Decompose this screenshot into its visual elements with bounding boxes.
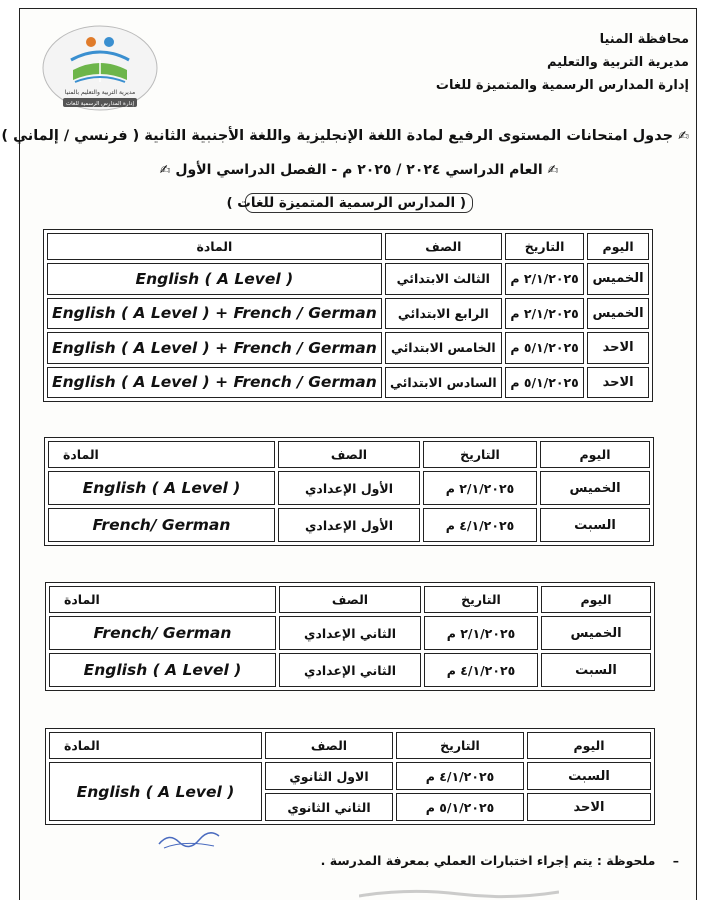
administration-name: إدارة المدارس الرسمية والمتميزة للغات [436, 78, 690, 93]
date-cell: ٥/١/٢٠٢٥ م [397, 793, 525, 821]
day-cell: الخميس [588, 263, 650, 295]
logo-text-1: مديرية التربية والتعليم بالمنيا [65, 89, 137, 96]
table-row [48, 298, 650, 330]
prep2-exam-table [46, 582, 656, 691]
date-cell: ٥/١/٢٠٢٥ م [506, 332, 585, 364]
col-subject: المادة [48, 233, 383, 260]
col-date: التاريخ [506, 233, 585, 260]
logo-text-2: إدارة المدارس الرسمية للغات [66, 101, 136, 107]
date-cell: ٢/١/٢٠٢٥ م [424, 471, 538, 505]
day-cell: الخميس [542, 616, 652, 650]
date-cell: ٤/١/٢٠٢٥ م [397, 762, 525, 790]
year-title-text: العام الدراسي ٢٠٢٤ / ٢٠٢٥ م - الفصل الدراسي الأول [176, 162, 544, 178]
table-row [50, 762, 652, 790]
table-row [50, 653, 652, 687]
main-title-text: جدول امتحانات المستوى الرفيع لمادة اللغة الإنجليزية واللغة الأجنبية الثانية ( فرنسي / إلماني ) [2, 128, 675, 144]
grade-cell: الأول الإعدادي [279, 471, 421, 505]
grade-cell: الأول الإعدادي [279, 508, 421, 542]
subject-cell: French/ German [50, 616, 277, 650]
col-subject: المادة [50, 732, 263, 759]
col-grade: الصف [386, 233, 503, 260]
prep1-exam-table [45, 437, 655, 546]
table-header-row [50, 732, 652, 759]
col-subject: المادة [49, 441, 276, 468]
primary-exam-table [44, 229, 654, 402]
subject-cell: English ( A Level ) + French / German [48, 367, 383, 399]
pen-icon: ✍ [548, 163, 560, 178]
col-grade: الصف [279, 441, 421, 468]
date-cell: ٢/١/٢٠٢٥ م [506, 263, 585, 295]
day-cell: السبت [528, 762, 652, 790]
footnote [322, 853, 680, 868]
table-header-row [49, 441, 651, 468]
pen-icon: ✍ [679, 129, 690, 144]
secondary-exam-table [46, 728, 656, 825]
col-date: التاريخ [397, 732, 525, 759]
main-title [2, 128, 690, 144]
footnote-text: ملحوظة : يتم إجراء اختبارات العملي بمعرفة المدرسة . [321, 853, 657, 868]
subject-cell-merged: English ( A Level ) [50, 762, 263, 821]
subject-cell: English ( A Level ) [48, 263, 383, 295]
pen-icon: ✍ [160, 163, 172, 178]
grade-cell: الرابع الابتدائي [386, 298, 503, 330]
directorate-logo [42, 24, 160, 112]
year-title [30, 162, 690, 178]
table-header-row [48, 233, 650, 260]
grade-cell: الاول الثانوي [266, 762, 394, 790]
grade-cell: الثاني الإعدادي [280, 616, 422, 650]
date-cell: ٤/١/٢٠٢٥ م [424, 508, 538, 542]
governorate-name: محافظة المنيا [600, 32, 690, 47]
table-row [48, 367, 650, 399]
col-subject: المادة [50, 586, 277, 613]
subject-cell: English ( A Level ) + French / German [48, 332, 383, 364]
grade-cell: الثالث الابتدائي [386, 263, 503, 295]
date-cell: ٢/١/٢٠٢٥ م [425, 616, 539, 650]
signature-mark [155, 826, 225, 854]
bottom-scan-mark [360, 884, 560, 900]
col-day: اليوم [528, 732, 652, 759]
subject-cell: French/ German [49, 508, 276, 542]
subject-cell: English ( A Level ) + French / German [48, 298, 383, 330]
grade-cell: الخامس الابتدائي [386, 332, 503, 364]
day-cell: الخميس [588, 298, 650, 330]
date-cell: ٤/١/٢٠٢٥ م [425, 653, 539, 687]
header-block [437, 28, 690, 97]
directorate-name: مديرية التربية والتعليم [547, 55, 690, 70]
schools-title: ( المدارس الرسمية المتميزة للغات ) [246, 193, 474, 213]
col-day: اليوم [588, 233, 650, 260]
date-cell: ٥/١/٢٠٢٥ م [506, 367, 585, 399]
subject-cell: English ( A Level ) [49, 471, 276, 505]
col-date: التاريخ [425, 586, 539, 613]
day-cell: الاحد [588, 367, 650, 399]
day-cell: الخميس [541, 471, 651, 505]
table-row [50, 616, 652, 650]
grade-cell: السادس الابتدائي [386, 367, 503, 399]
grade-cell: الثاني الثانوي [266, 793, 394, 821]
table-row [49, 471, 651, 505]
footnote-dash: – [660, 853, 680, 868]
col-grade: الصف [280, 586, 422, 613]
subject-cell: English ( A Level ) [50, 653, 277, 687]
table-header-row [50, 586, 652, 613]
day-cell: الاحد [588, 332, 650, 364]
col-day: اليوم [542, 586, 652, 613]
day-cell: السبت [542, 653, 652, 687]
day-cell: الاحد [528, 793, 652, 821]
table-row [48, 332, 650, 364]
table-row [49, 508, 651, 542]
table-row [48, 263, 650, 295]
col-date: التاريخ [424, 441, 538, 468]
day-cell: السبت [541, 508, 651, 542]
col-grade: الصف [266, 732, 394, 759]
col-day: اليوم [541, 441, 651, 468]
date-cell: ٢/١/٢٠٢٥ م [506, 298, 585, 330]
grade-cell: الثاني الإعدادي [280, 653, 422, 687]
